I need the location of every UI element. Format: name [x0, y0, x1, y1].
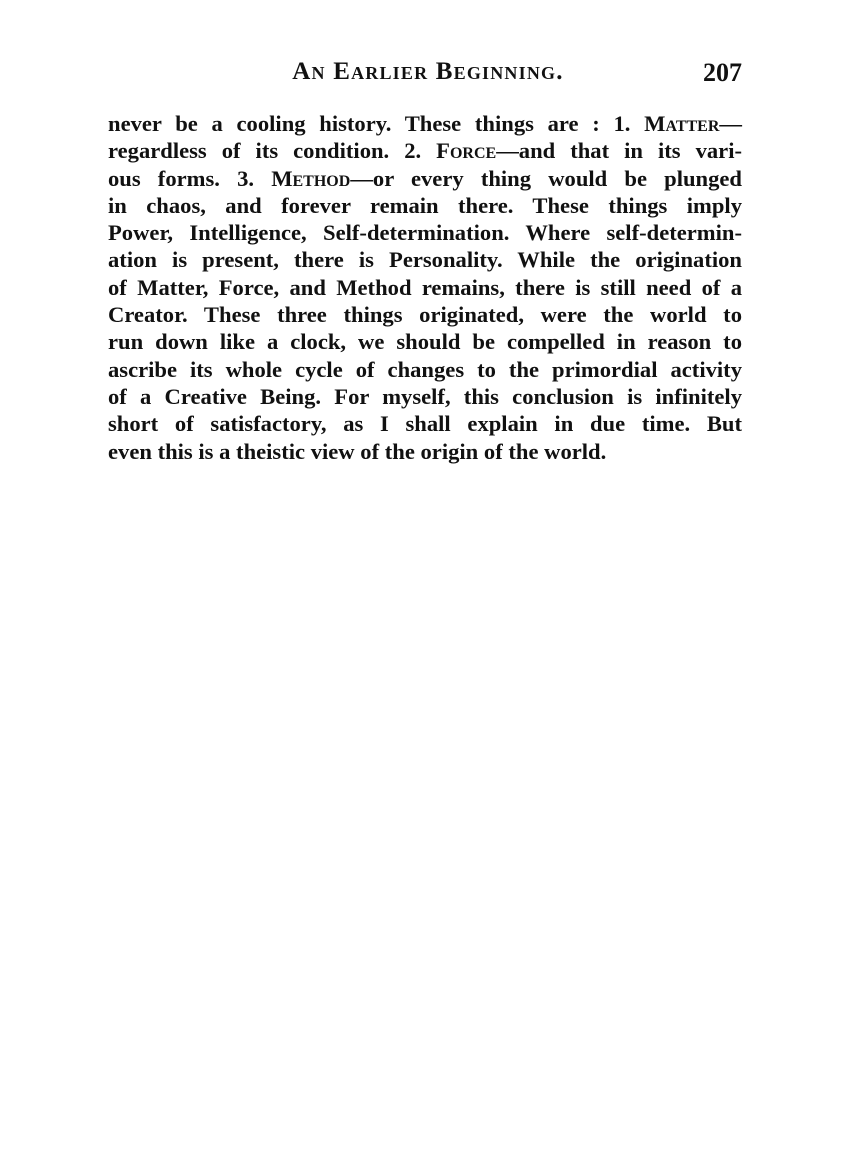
text-line: ous forms. 3. Method—or every thing would be plunged	[108, 165, 742, 191]
text-line: run down like a clock, we should be compelled in reason to	[108, 329, 742, 355]
text-line: regardless of its condition. 2. Force—and that in its vari-	[108, 138, 742, 164]
text-line: in chaos, and forever remain there. These things imply	[108, 192, 742, 218]
running-title: An Earlier Beginning.	[292, 58, 564, 85]
text-line: never be a cooling history. These things are : 1. Matter—	[108, 111, 742, 136]
text-line: short of satisfactory, as I shall explain in due time. But	[108, 411, 742, 437]
text-line: Power, Intelligence, Self-determination. Where self-determin-	[108, 220, 742, 246]
text-line: ascribe its whole cycle of changes to the primordial activity	[108, 356, 742, 382]
text-line: Creator. These three things originated, were the world to	[108, 302, 742, 328]
running-head	[108, 58, 742, 94]
small-caps-term: Method	[271, 165, 351, 191]
small-caps-term: Force	[436, 138, 497, 164]
body-paragraph	[108, 110, 742, 465]
small-caps-term: Matter	[644, 111, 720, 136]
text-line: of a Creative Being. For myself, this conclusion is infinitely	[108, 383, 742, 409]
page-number: 207	[703, 58, 742, 87]
text-line: even this is a theistic view of the origin of the world.	[108, 438, 607, 464]
text-line: of Matter, Force, and Method remains, there is still need of a	[108, 274, 742, 300]
text-line: ation is present, there is Personality. While the origination	[108, 247, 742, 273]
